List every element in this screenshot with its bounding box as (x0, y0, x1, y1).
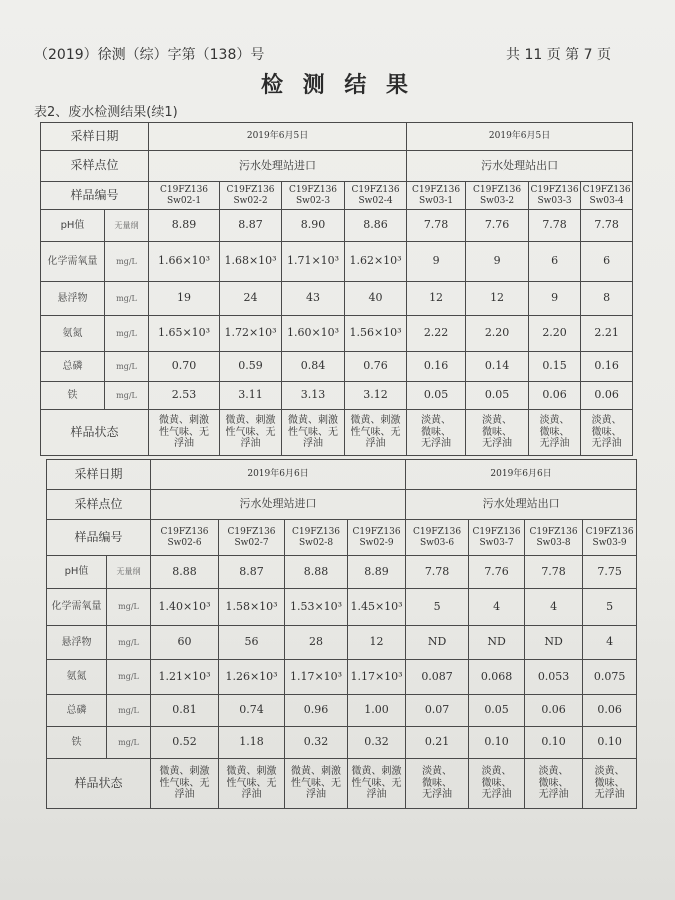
result-value: 19 (149, 282, 220, 316)
sample-code-suffix: Sw03-2 (480, 195, 515, 206)
sample-state-line: 浮油 (303, 438, 324, 450)
site-row (41, 151, 633, 182)
result-value: 0.81 (151, 695, 219, 727)
sample-code-cell (345, 182, 407, 210)
sample-state-cell (219, 759, 285, 809)
result-value: 1.53×10³ (285, 589, 348, 626)
result-value: 0.14 (466, 352, 529, 382)
sample-state-line: 性气味、无 (288, 426, 339, 438)
sample-state-cell (407, 410, 466, 456)
sample-state-line: 微黄、刺激 (226, 766, 277, 778)
param-row-ss (47, 626, 637, 660)
param-row-fe (41, 382, 633, 410)
sample-code-prefix: C19FZ136 (292, 527, 341, 538)
param-unit: mg/L (107, 660, 151, 695)
sample-state-line: 性气味、无 (159, 777, 210, 789)
param-name: 铁 (47, 727, 107, 759)
sample-state-line: 浮油 (241, 789, 262, 801)
sample-state-line: 浮油 (174, 438, 195, 450)
sample-state-line: 淡黄、 (421, 415, 452, 427)
result-value: 2.53 (149, 382, 220, 410)
result-value: 8.87 (219, 556, 285, 589)
code-row (41, 182, 633, 210)
sample-state-line: 微味、 (538, 777, 569, 789)
param-unit: mg/L (105, 242, 149, 282)
sample-state-line: 浮油 (240, 438, 261, 450)
sample-state-line: 浮油 (306, 789, 327, 801)
sample-code-cell (581, 182, 633, 210)
param-row-cod (47, 589, 637, 626)
param-name: 氨氮 (47, 660, 107, 695)
sample-code-cell (469, 520, 525, 556)
result-value: 0.76 (345, 352, 407, 382)
sample-state-line: 无浮油 (591, 438, 622, 450)
sample-state-line: 微黄、刺激 (291, 766, 342, 778)
sample-code-suffix: Sw03-3 (537, 195, 572, 206)
sample-state-line: 浮油 (365, 438, 386, 450)
sample-code-cell (151, 520, 219, 556)
param-name: 悬浮物 (47, 626, 107, 660)
result-value: 1.26×10³ (219, 660, 285, 695)
sample-state-cell (282, 410, 345, 456)
sample-state-line: 性气味、无 (226, 777, 277, 789)
result-value: 0.10 (525, 727, 583, 759)
sample-code-cell (285, 520, 348, 556)
result-value: 7.78 (407, 210, 466, 242)
sample-code-cell (466, 182, 529, 210)
result-value: 2.21 (581, 316, 633, 352)
result-value: 0.06 (581, 382, 633, 410)
result-value: 24 (220, 282, 282, 316)
param-unit: 无量纲 (107, 556, 151, 589)
sample-state-line: 淡黄、 (539, 415, 570, 427)
date-inlet: 2019年6月6日 (151, 460, 406, 490)
result-value: 7.76 (466, 210, 529, 242)
page-title: 检 测 结 果 (261, 73, 414, 98)
result-value: 1.60×10³ (282, 316, 345, 352)
result-value: 0.06 (525, 695, 583, 727)
result-value: 60 (151, 626, 219, 660)
param-unit: mg/L (107, 626, 151, 660)
result-value: 4 (469, 589, 525, 626)
sample-state-line: 无浮油 (421, 438, 452, 450)
date-row (47, 460, 637, 490)
sample-code-prefix: C19FZ136 (472, 527, 521, 538)
sample-state-line: 微味、 (421, 426, 452, 438)
result-value: 0.06 (583, 695, 637, 727)
result-value: 5 (583, 589, 637, 626)
site-label: 采样点位 (47, 490, 151, 520)
param-unit: mg/L (105, 282, 149, 316)
sample-state-line: 浮油 (366, 789, 387, 801)
result-value: 2.22 (407, 316, 466, 352)
result-value: 43 (282, 282, 345, 316)
result-value: 40 (345, 282, 407, 316)
sample-code-suffix: Sw02-9 (359, 537, 394, 548)
result-value: 1.71×10³ (282, 242, 345, 282)
result-value: 1.45×10³ (348, 589, 406, 626)
result-value: 5 (406, 589, 469, 626)
sample-state-line: 微黄、刺激 (159, 415, 210, 427)
date-outlet: 2019年6月5日 (407, 123, 633, 151)
sample-code-cell (525, 520, 583, 556)
param-unit: mg/L (105, 352, 149, 382)
sample-state-line: 微黄、刺激 (351, 766, 402, 778)
sample-state-line: 浮油 (174, 789, 195, 801)
state-label: 样品状态 (41, 410, 149, 456)
param-row-tp (47, 695, 637, 727)
result-value: ND (525, 626, 583, 660)
site-outlet: 污水处理站出口 (406, 490, 637, 520)
sample-code-prefix: C19FZ136 (226, 185, 275, 196)
date-inlet: 2019年6月5日 (149, 123, 407, 151)
sample-code-prefix: C19FZ136 (582, 185, 631, 196)
sample-state-line: 淡黄、 (591, 415, 622, 427)
site-inlet: 污水处理站进口 (149, 151, 407, 182)
site-outlet: 污水处理站出口 (407, 151, 633, 182)
code-label: 样品编号 (47, 520, 151, 556)
result-value: 1.17×10³ (348, 660, 406, 695)
sample-state-line: 性气味、无 (350, 426, 401, 438)
site-row (47, 490, 637, 520)
result-value: 0.59 (220, 352, 282, 382)
param-name: 铁 (41, 382, 105, 410)
param-name: pH值 (41, 210, 105, 242)
result-value: 0.068 (469, 660, 525, 695)
result-value: 0.21 (406, 727, 469, 759)
sample-code-suffix: Sw03-9 (592, 537, 627, 548)
result-value: 3.12 (345, 382, 407, 410)
result-value: 1.40×10³ (151, 589, 219, 626)
result-value: 8.89 (149, 210, 220, 242)
sample-state-line: 微黄、刺激 (288, 415, 339, 427)
sample-code-suffix: Sw02-3 (295, 195, 331, 206)
sample-code-cell (149, 182, 220, 210)
sample-state-line: 无浮油 (481, 789, 512, 801)
result-value: 7.78 (581, 210, 633, 242)
result-value: 8.86 (345, 210, 407, 242)
result-value: 12 (466, 282, 529, 316)
result-value: 0.075 (583, 660, 637, 695)
sample-state-cell (525, 759, 583, 809)
sample-state-line: 淡黄、 (481, 766, 512, 778)
result-value: 1.66×10³ (149, 242, 220, 282)
sample-code-suffix: Sw03-6 (420, 537, 455, 548)
sample-code-prefix: C19FZ136 (473, 185, 522, 196)
page-indicator: 共 11 页 第 7 页 (506, 47, 611, 63)
result-value: ND (406, 626, 469, 660)
sample-state-line: 微味、 (591, 426, 622, 438)
sample-state-cell (469, 759, 525, 809)
state-row (41, 410, 633, 456)
param-name: 总磷 (41, 352, 105, 382)
result-value: 0.16 (407, 352, 466, 382)
result-value: 0.32 (348, 727, 406, 759)
date-row (41, 123, 633, 151)
result-value: 9 (529, 282, 581, 316)
sample-code-suffix: Sw03-4 (589, 195, 624, 206)
sample-state-cell (149, 410, 220, 456)
result-value: 0.52 (151, 727, 219, 759)
result-value: 0.32 (285, 727, 348, 759)
result-value: 3.13 (282, 382, 345, 410)
result-value: 28 (285, 626, 348, 660)
result-value: 0.96 (285, 695, 348, 727)
sample-code-cell (348, 520, 406, 556)
sample-code-prefix: C19FZ136 (585, 527, 634, 538)
sample-state-line: 微黄、刺激 (225, 415, 276, 427)
result-value: 1.56×10³ (345, 316, 407, 352)
result-value: 9 (466, 242, 529, 282)
sample-state-line: 微味、 (539, 426, 570, 438)
result-value: 0.74 (219, 695, 285, 727)
sample-state-line: 微味、 (482, 426, 513, 438)
sample-state-cell (348, 759, 406, 809)
sample-state-line: 性气味、无 (351, 777, 402, 789)
sample-state-line: 无浮油 (538, 789, 569, 801)
result-value: 0.70 (149, 352, 220, 382)
result-value: 1.58×10³ (219, 589, 285, 626)
sample-code-cell (219, 520, 285, 556)
result-value: 8.90 (282, 210, 345, 242)
sample-state-cell (581, 410, 633, 456)
param-row-ph (41, 210, 633, 242)
result-value: 1.21×10³ (151, 660, 219, 695)
sample-state-line: 微味、 (481, 777, 512, 789)
param-name: 总磷 (47, 695, 107, 727)
param-name: pH值 (47, 556, 107, 589)
result-value: ND (469, 626, 525, 660)
result-value: 9 (407, 242, 466, 282)
result-value: 0.10 (469, 727, 525, 759)
sample-state-cell (529, 410, 581, 456)
sample-code-prefix: C19FZ136 (352, 527, 401, 538)
sample-code-cell (407, 182, 466, 210)
sample-state-line: 淡黄、 (482, 415, 513, 427)
sample-code-prefix: C19FZ136 (351, 185, 400, 196)
result-value: 0.84 (282, 352, 345, 382)
result-value: 0.10 (583, 727, 637, 759)
result-value: 7.75 (583, 556, 637, 589)
sample-state-line: 淡黄、 (538, 766, 569, 778)
result-value: 0.15 (529, 352, 581, 382)
result-value: 8.88 (285, 556, 348, 589)
results-table-june-6 (46, 459, 637, 809)
result-value: 6 (529, 242, 581, 282)
date-label: 采样日期 (47, 460, 151, 490)
result-value: 8.89 (348, 556, 406, 589)
param-name: 化学需氧量 (47, 589, 107, 626)
result-value: 1.18 (219, 727, 285, 759)
param-unit: 无量纲 (105, 210, 149, 242)
sample-state-line: 微黄、刺激 (159, 766, 210, 778)
sample-code-prefix: C19FZ136 (160, 527, 209, 538)
result-value: 4 (525, 589, 583, 626)
sample-code-prefix: C19FZ136 (227, 527, 276, 538)
state-label: 样品状态 (47, 759, 151, 809)
result-value: 0.05 (469, 695, 525, 727)
sample-code-suffix: Sw03-1 (419, 195, 454, 206)
sample-state-cell (345, 410, 407, 456)
param-name: 氨氮 (41, 316, 105, 352)
result-value: 12 (407, 282, 466, 316)
sample-state-line: 性气味、无 (159, 426, 210, 438)
sample-code-suffix: Sw02-2 (233, 195, 268, 206)
result-value: 0.053 (525, 660, 583, 695)
sample-state-cell (583, 759, 637, 809)
date-label: 采样日期 (41, 123, 149, 151)
sample-state-cell (220, 410, 282, 456)
sample-code-suffix: Sw02-6 (167, 537, 202, 548)
sample-code-prefix: C19FZ136 (289, 185, 338, 196)
result-value: 6 (581, 242, 633, 282)
param-unit: mg/L (105, 316, 149, 352)
results-table-june-5 (40, 122, 633, 456)
sample-state-line: 无浮油 (482, 438, 513, 450)
result-value: 1.68×10³ (220, 242, 282, 282)
site-label: 采样点位 (41, 151, 149, 182)
sample-state-line: 微黄、刺激 (350, 415, 401, 427)
result-value: 7.78 (406, 556, 469, 589)
result-value: 2.20 (529, 316, 581, 352)
result-value: 1.72×10³ (220, 316, 282, 352)
code-label: 样品编号 (41, 182, 149, 210)
result-value: 1.00 (348, 695, 406, 727)
param-row-fe (47, 727, 637, 759)
result-value: 0.06 (529, 382, 581, 410)
sample-code-cell (583, 520, 637, 556)
result-value: 0.05 (407, 382, 466, 410)
result-value: 0.087 (406, 660, 469, 695)
date-outlet: 2019年6月6日 (406, 460, 637, 490)
result-value: 56 (219, 626, 285, 660)
report-number: （2019）徐测（综）字第（138）号 (34, 47, 265, 63)
sample-code-cell (220, 182, 282, 210)
result-value: 4 (583, 626, 637, 660)
table-caption: 表2、废水检测结果(续1) (34, 105, 178, 120)
sample-code-prefix: C19FZ136 (160, 185, 209, 196)
sample-state-line: 微味、 (422, 777, 453, 789)
result-value: 0.05 (466, 382, 529, 410)
sample-code-suffix: Sw02-8 (298, 537, 334, 548)
sample-state-line: 性气味、无 (291, 777, 342, 789)
sample-state-cell (466, 410, 529, 456)
result-value: 2.20 (466, 316, 529, 352)
sample-state-line: 无浮油 (539, 438, 570, 450)
param-row-ss (41, 282, 633, 316)
param-row-nh3n (47, 660, 637, 695)
state-row (47, 759, 637, 809)
sample-state-line: 淡黄、 (594, 766, 625, 778)
sample-code-suffix: Sw02-1 (166, 195, 202, 206)
sample-code-prefix: C19FZ136 (529, 527, 578, 538)
sample-state-cell (151, 759, 219, 809)
result-value: 1.62×10³ (345, 242, 407, 282)
result-value: 1.17×10³ (285, 660, 348, 695)
result-value: 7.76 (469, 556, 525, 589)
param-row-ph (47, 556, 637, 589)
sample-code-suffix: Sw03-8 (536, 537, 571, 548)
result-value: 8.87 (220, 210, 282, 242)
sample-code-cell (282, 182, 345, 210)
site-inlet: 污水处理站进口 (151, 490, 406, 520)
result-value: 3.11 (220, 382, 282, 410)
param-row-nh3n (41, 316, 633, 352)
sample-code-suffix: Sw02-7 (234, 537, 269, 548)
param-row-cod (41, 242, 633, 282)
sample-state-line: 无浮油 (594, 789, 625, 801)
sample-state-line: 微味、 (594, 777, 625, 789)
sample-code-prefix: C19FZ136 (412, 185, 461, 196)
sample-code-cell (529, 182, 581, 210)
param-unit: mg/L (105, 382, 149, 410)
sample-state-line: 性气味、无 (225, 426, 276, 438)
sample-code-suffix: Sw02-4 (358, 195, 393, 206)
sample-state-cell (406, 759, 469, 809)
result-value: 12 (348, 626, 406, 660)
sample-state-cell (285, 759, 348, 809)
sample-code-prefix: C19FZ136 (530, 185, 579, 196)
sample-code-prefix: C19FZ136 (413, 527, 462, 538)
param-unit: mg/L (107, 589, 151, 626)
result-value: 7.78 (529, 210, 581, 242)
param-unit: mg/L (107, 695, 151, 727)
code-row (47, 520, 637, 556)
result-value: 1.65×10³ (149, 316, 220, 352)
sample-state-line: 无浮油 (422, 789, 453, 801)
result-value: 0.16 (581, 352, 633, 382)
param-name: 悬浮物 (41, 282, 105, 316)
sample-code-suffix: Sw03-7 (479, 537, 514, 548)
sample-code-cell (406, 520, 469, 556)
result-value: 7.78 (525, 556, 583, 589)
param-row-tp (41, 352, 633, 382)
result-value: 8 (581, 282, 633, 316)
sample-state-line: 淡黄、 (422, 766, 453, 778)
param-unit: mg/L (107, 727, 151, 759)
param-name: 化学需氧量 (41, 242, 105, 282)
result-value: 8.88 (151, 556, 219, 589)
result-value: 0.07 (406, 695, 469, 727)
